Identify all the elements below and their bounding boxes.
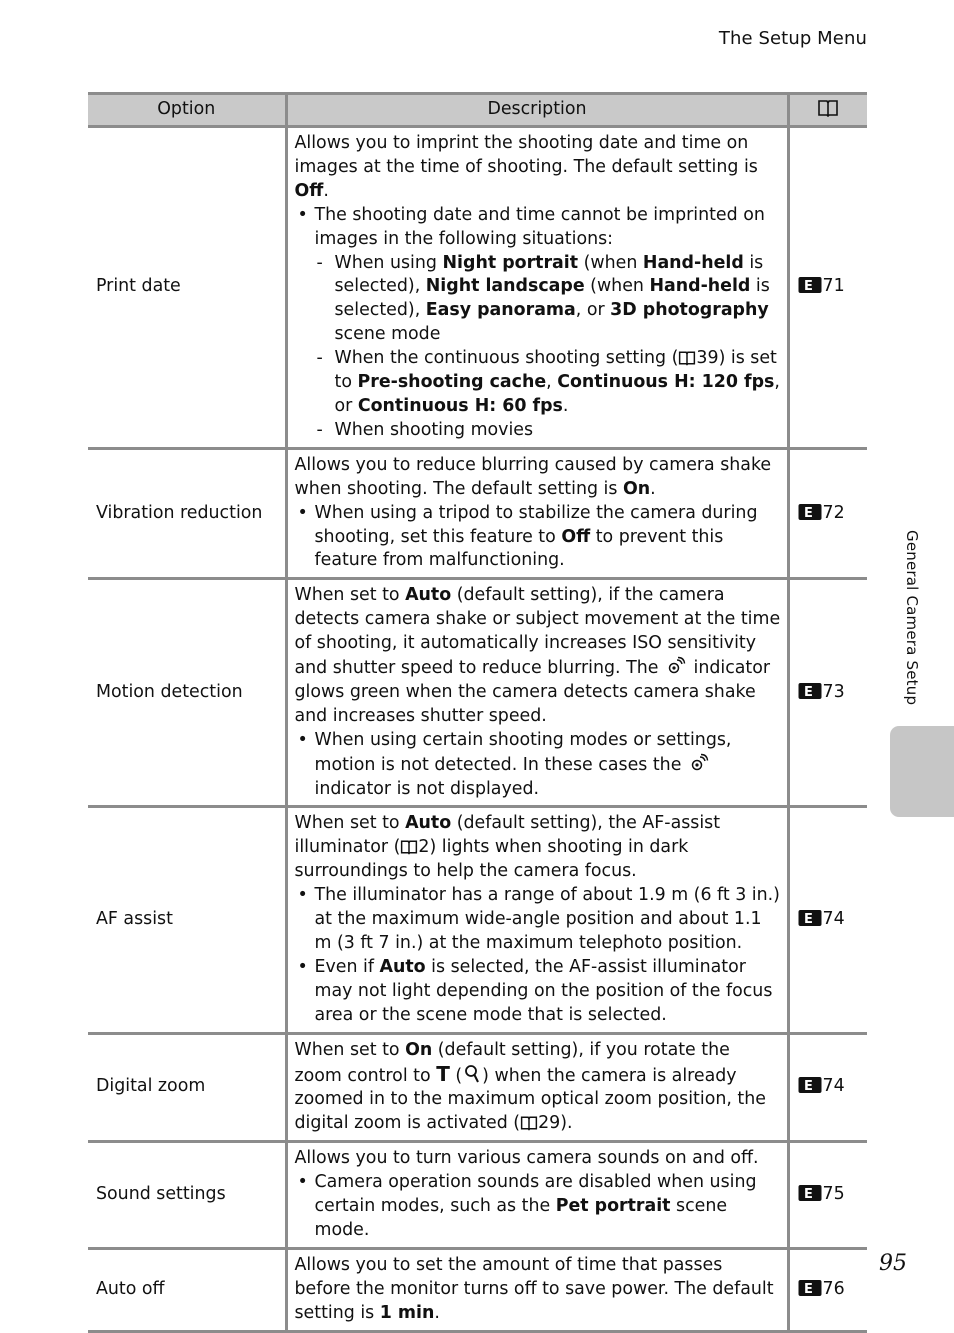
table-row — [88, 807, 867, 1033]
option-sound-settings: Sound settings — [88, 1142, 286, 1249]
bullet-item: • When using certain shooting modes or settings, motion is not detected. In these cases the indicator is not displayed. — [295, 729, 781, 802]
svg-text:E: E — [803, 505, 813, 521]
description-auto-off: Allows you to set the amount of time that passes before the monitor turns off to save power. The default setting is 1 min. — [286, 1248, 788, 1331]
table-row — [88, 579, 867, 807]
zoom-in-icon — [464, 1064, 480, 1084]
reference-section-icon — [798, 909, 822, 927]
table-header-row — [88, 94, 867, 127]
reference-print-date: E 71 — [788, 127, 867, 449]
header-option: Option — [88, 94, 286, 127]
motion-detection-icon — [666, 656, 686, 676]
header-description: Description — [286, 94, 788, 127]
dash-item: - When the continuous shooting setting ( 39) is set to Pre-shooting cache, Continuous H: 120 fps, or Continuous H: 60 fps. — [315, 347, 781, 419]
reference-section-icon — [798, 1076, 822, 1094]
reference-section-icon — [798, 276, 822, 294]
svg-text:E: E — [803, 1187, 813, 1203]
bullet-item: • When using a tripod to stabilize the camera during shooting, set this feature to Off to prevent this feature from malfunctioning. — [295, 502, 781, 574]
svg-text:E: E — [803, 684, 813, 700]
bullet-item: • Camera operation sounds are disabled when using certain modes, such as the Pet portrait scene mode. — [295, 1171, 781, 1243]
reference-motion-detection: E 73 — [788, 579, 867, 807]
description-af-assist: When set to Auto (default setting), the AF-assist illuminator ( 2) lights when shooting in dark surroundings to help the camera focus. • The illuminator has a range of about 1.9 m (6 ft 3 in.) at the maximum wide-angle position and about 1.1 m (3 ft 7 in.) at the maximum telephoto position. • Even if Auto is selected, the AF-assist illuminator may not light depending on the position of the focus area or the scene mode that is selected. — [286, 807, 788, 1033]
option-print-date: Print date — [88, 127, 286, 449]
bullet-item: • The illuminator has a range of about 1.9 m (6 ft 3 in.) at the maximum wide-angle position and about 1.1 m (3 ft 7 in.) at the maximum telephoto position. — [295, 884, 781, 956]
book-icon — [817, 99, 839, 117]
bullet-item: • Even if Auto is selected, the AF-assist illuminator may not light depending on the position of the focus area or the scene mode that is selected. — [295, 956, 781, 1028]
description-sound-settings: Allows you to turn various camera sounds on and off. • Camera operation sounds are disabled when using certain modes, such as the Pet portrait scene mode. — [286, 1142, 788, 1249]
svg-text:E: E — [803, 1281, 813, 1297]
reference-section-icon — [798, 1279, 822, 1297]
reference-auto-off: E 76 — [788, 1248, 867, 1331]
reference-section-icon — [798, 682, 822, 700]
svg-text:E: E — [803, 279, 813, 295]
book-icon — [400, 839, 418, 855]
header-reference — [788, 94, 867, 127]
table-row — [88, 1142, 867, 1249]
side-section-tab — [890, 726, 954, 817]
book-icon — [520, 1115, 538, 1131]
option-digital-zoom: Digital zoom — [88, 1033, 286, 1142]
svg-text:E: E — [803, 912, 813, 928]
reference-vibration-reduction: E 72 — [788, 448, 867, 579]
telephoto-symbol: T — [436, 1061, 450, 1086]
option-af-assist: AF assist — [88, 807, 286, 1033]
reference-section-icon — [798, 1184, 822, 1202]
table-row — [88, 127, 867, 449]
dash-item: - When using Night portrait (when Hand-held is selected), Night landscape (when Hand-held is selected), Easy panorama, or 3D photography scene mode — [315, 252, 781, 348]
table-row — [88, 1033, 867, 1142]
table-row — [88, 448, 867, 579]
description-digital-zoom: When set to On (default setting), if you rotate the zoom control to T ( ) when the camera is already zoomed in to the maximum optical zoom position, the digital zoom is activated ( 29). — [286, 1033, 788, 1142]
description-motion-detection: When set to Auto (default setting), if the camera detects camera shake or subject movement at the time of shooting, it automatically increases ISO sensitivity and shutter speed to reduce blurring. The indicator glows green when the camera detects camera shake and increases shutter speed. • When using certain shooting modes or settings, motion is not detected. In these cases the indicator is not displayed. — [286, 579, 788, 807]
setup-menu-table — [88, 92, 867, 1333]
section-title: The Setup Menu — [718, 28, 867, 49]
description-vibration-reduction: Allows you to reduce blurring caused by camera shake when shooting. The default setting is On. • When using a tripod to stabilize the camera during shooting, set this feature to Off to prevent this feature from malfunctioning. — [286, 448, 788, 579]
option-vibration-reduction: Vibration reduction — [88, 448, 286, 579]
reference-sound-settings: E 75 — [788, 1142, 867, 1249]
svg-text:E: E — [803, 1079, 813, 1095]
motion-detection-icon — [689, 753, 709, 773]
bullet-item: • The shooting date and time cannot be imprinted on images in the following situations: - When using Night portrait (when Hand-held is selected), Night landscape (when Hand-held is selected), Easy panorama, or 3D photography scene mode - When the continuous shooting setting ( 39) is set to Pre-shooting cache, Continuous H: 120 fps, or Continuous H: 60 fps. - When shooting movies — [295, 204, 781, 443]
reference-digital-zoom: E 74 — [788, 1033, 867, 1142]
reference-section-icon — [798, 503, 822, 521]
table-row — [88, 1248, 867, 1331]
dash-item: - When shooting movies — [315, 419, 781, 443]
page-number: 95 — [879, 1251, 907, 1276]
side-section-label: General Camera Setup — [903, 530, 921, 706]
description-print-date: Allows you to imprint the shooting date and time on images at the time of shooting. The default setting is Off. • The shooting date and time cannot be imprinted on images in the following situations: - When using Night portrait (when Hand-held is selected), Night landscape (when Hand-held is selected), Easy panorama, or 3D photography scene mode - When the continuous shooting setting ( 39) is set to Pre-shooting cache, Continuous H: 120 fps, or Continuous H: 60 fps. - When shooting movies — [286, 127, 788, 449]
option-auto-off: Auto off — [88, 1248, 286, 1331]
reference-af-assist: E 74 — [788, 807, 867, 1033]
option-motion-detection: Motion detection — [88, 579, 286, 807]
book-icon — [678, 350, 696, 366]
